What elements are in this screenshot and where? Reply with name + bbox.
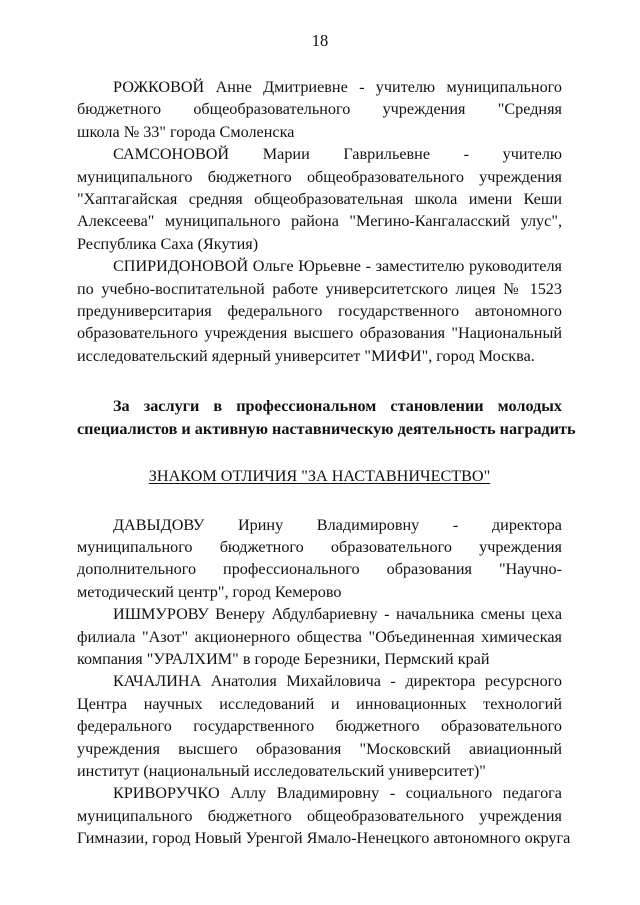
- awardee-list-after: [77, 514, 571, 850]
- text-line: Республика Саха (Якутия): [77, 234, 259, 253]
- heading-line: За заслуги в профессиональном становлении молодых: [113, 397, 562, 416]
- awardee-list-before: [77, 76, 562, 367]
- text-line: бюджетного общеобразовательного учреждения "Средняя: [77, 100, 562, 119]
- text-line: федерального государственного бюджетного образовательного: [77, 717, 562, 736]
- text-line: учреждения высшего образования "Московский авиационный: [77, 739, 562, 758]
- text-line: муниципального бюджетного общеобразовательного учреждения: [77, 167, 562, 186]
- awardee-paragraph: [77, 143, 562, 255]
- text-line: КАЧАЛИНА Анатолия Михайловича - директора ресурсного: [113, 672, 562, 691]
- text-line: компания "УРАЛХИМ" в городе Березники, Пермский край: [77, 649, 490, 668]
- awardee-paragraph: [77, 255, 562, 367]
- awardee-paragraph: [77, 782, 571, 849]
- text-line: "Хаптагайская средняя общеобразовательная школа имени Кеши: [77, 190, 562, 209]
- text-line: Центра научных исследований и инновационных технологий: [77, 694, 562, 713]
- text-line: САМСОНОВОЙ Марии Гаврильевне - учителю: [113, 145, 562, 164]
- awardee-paragraph: [77, 76, 562, 143]
- text-line: Алексеева" муниципального района "Мегино-Кангаласский улус",: [77, 212, 562, 231]
- text-line: СПИРИДОНОВОЙ Ольге Юрьевне - заместителю руководителя: [113, 257, 562, 276]
- text-line: РОЖКОВОЙ Анне Дмитриевне - учителю муниципального: [113, 78, 562, 96]
- text-line: Гимназии, город Новый Уренгой Ямало-Ненецкого автономного округа: [77, 829, 571, 848]
- text-line: муниципального бюджетного образовательного учреждения: [77, 537, 562, 556]
- awardee-paragraph: [77, 514, 562, 604]
- text-line: муниципального бюджетного общеобразовательного учреждения: [77, 806, 562, 825]
- text-line: дополнительного профессионального образования "Научно-: [77, 560, 562, 579]
- award-title: ЗНАКОМ ОТЛИЧИЯ "ЗА НАСТАВНИЧЕСТВО": [148, 467, 491, 486]
- text-line: исследовательский ядерный университет "МИФИ", город Москва.: [77, 346, 535, 365]
- page-number: 18: [311, 31, 329, 50]
- award-decree-heading: [77, 395, 576, 440]
- text-line: КРИВОРУЧКО Аллу Владимировну - социального педагога: [113, 784, 562, 803]
- awardee-paragraph: [77, 670, 562, 782]
- text-line: институт (национальный исследовательский университет)": [77, 761, 486, 780]
- heading-line: специалистов и активную наставническую деятельность наградить: [77, 419, 576, 438]
- text-line: методический центр", город Кемерово: [77, 582, 342, 601]
- text-line: по учебно-воспитательной работе университетского лицея № 1523: [77, 279, 562, 298]
- text-line: школа № 33" города Смоленска: [77, 122, 295, 141]
- text-line: филиала "Азот" акционерного общества "Объединенная химическая: [77, 627, 562, 646]
- awardee-paragraph: [77, 603, 562, 670]
- document-body: [77, 76, 576, 850]
- text-line: образовательного учреждения высшего образования "Национальный: [77, 324, 562, 343]
- text-line: ИШМУРОВУ Венеру Абдулбариевну - начальника смены цеха: [113, 605, 562, 624]
- text-line: ДАВЫДОВУ Ирину Владимировну - директора: [113, 515, 562, 534]
- text-line: предуниверситария федерального государственного автономного: [77, 302, 562, 321]
